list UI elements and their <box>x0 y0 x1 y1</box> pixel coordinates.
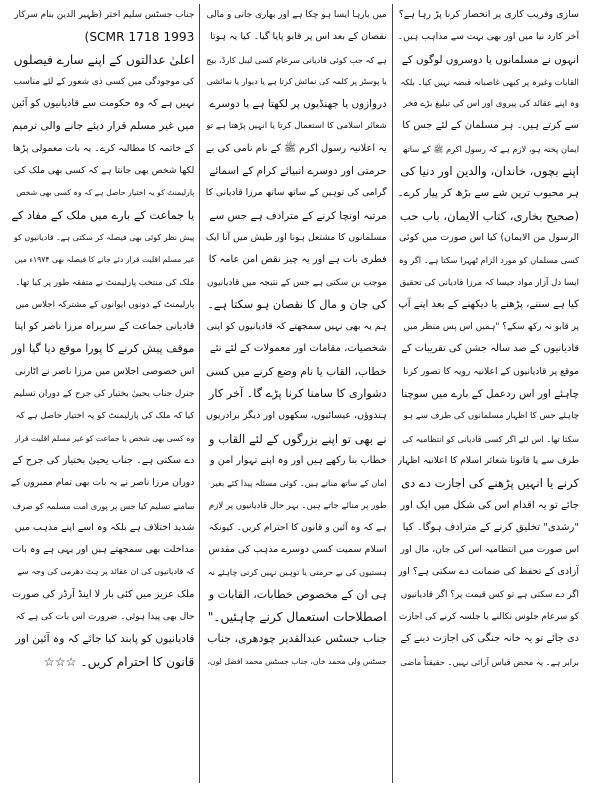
text-line: نقصان کے بعد اس پر قابو پایا گیا۔ کیا یہ ہوتا <box>210 31 387 43</box>
text-line: "رشدی" تخلیق کرنے کے مترادف ہوگا۔ کیا <box>402 521 579 533</box>
text-line: ایمان پختہ ہو، لازم ہے کہ رسول اکرم ﷺ کے ساتھ <box>402 143 579 154</box>
text-line: دے سکتی ہے۔ جناب یحییٰ بختیار کی جرح کے <box>12 454 195 466</box>
text-line: یہ اعلانیہ رسول اکرم ﷺ کے نام نامی کی بے <box>205 142 387 154</box>
text-line: شخصیات، مقامات اور معمولات کے لئے نئے <box>209 343 387 355</box>
text-line: مرتبہ اونچا کرنے کے مترادف ہے جس سے <box>209 209 387 222</box>
text-line: جناب جسٹس سلیم اختر (ظہیر الدین بنام سرکار <box>14 10 195 20</box>
text-line: ہے کہ جب کوئی قادیانی سرعام کسی لیبل کارڈ، بیج <box>206 54 387 65</box>
text-line: مداخلت بھی سمجھتے ہیں اور یہی ہے وہ بات <box>12 544 195 556</box>
text-line: ہندوؤں، عیسائیوں، سکھوں اور دیگر برادریوں <box>206 410 387 422</box>
text-column-right <box>393 4 584 783</box>
text-line: سامنے تسلیم کیا جس پر پوری امت مسلمہ کو صرف <box>12 500 195 511</box>
text-line: طور پر منائے جاتے ہیں۔ بہر حال قادیانیوں پر لازم <box>208 500 387 511</box>
text-line: قادیانیوں کے صد سالہ جشن کی تقریبات کے <box>401 343 579 355</box>
text-line: مسلمانوں کا مشتعل ہونا اور طیش میں آنا ایک <box>205 231 387 243</box>
text-line: کسی مسلمان کو مورد الزام ٹھہرا سکتا ہے۔ اگر وہ <box>398 255 579 266</box>
text-line: طرف سے یا قانونا شعائر اسلام کا اعلانیہ اظہار <box>397 454 579 466</box>
text-line: موقع پر قادیانیوں کے اعلانیہ رویہ کا تصور کرنا <box>403 365 579 377</box>
text-line: وہ اپنے عقائد کی پیروی اور اس کی تبلیغ بڑے فخر <box>403 99 579 110</box>
text-line: نے بھی تو اپنے بزرگوں کے لئے القاب و <box>208 431 387 446</box>
column-divider <box>199 4 200 783</box>
text-line: جناب جسٹس عبدالقدیر چودھری، جناب <box>207 632 387 646</box>
text-line: قانون کا احترام کریں۔ ☆☆☆ <box>43 654 195 669</box>
text-line: انہوں نے مسلمانوں یا دوسروں لوگوں کے <box>401 53 579 66</box>
text-line: جنرل جناب یحییٰ بختیار کی جرح کے دوران تسلیم <box>13 389 195 400</box>
text-line: پر قابو نہ رکھ سکے؟ "ہمیں اس پس منظر میں <box>403 322 579 333</box>
text-line: پارلیمنٹ کو یہ اختیار حاصل ہے کہ وہ کسی بھی شخص <box>16 188 195 198</box>
text-line: ملک عزیز میں کئی بار لا اینڈ آرڈر کی صورت <box>11 588 195 600</box>
text-line: ہستیوں کی بے حرمتی یا توہین نہیں کرنی چاہئے نہ <box>207 567 387 578</box>
text-line: سازی وفریب کاری پر انحصار کرنا پڑ رہا ہے؟ <box>398 9 579 20</box>
text-line: دی جائے تو یہ خانہ جنگی کی اجازت دینے کے <box>400 633 579 645</box>
text-line: اگر دے سکتی ہے تو کس قیمت پر؟ اگر قادیانیوں <box>400 589 579 600</box>
text-line: کی موجودگی میں کسی ذی شعور کے لئے مناسب <box>13 76 195 87</box>
text-column-middle <box>200 4 391 783</box>
text-line: قادیانیوں کو پابند کیا جائے کہ وہ آئین اور <box>15 632 195 646</box>
text-line: ہم یہ بھی نہیں سمجھتے کہ قادیانیوں کو اپنی <box>206 321 387 333</box>
text-line: اعلیٰ عدالتوں کے اپنے سارے فیصلوں <box>13 52 195 67</box>
text-line: امان کے ساتھ مناتے ہیں۔ کوئی مسئلہ پیدا کئے بغیر <box>210 478 387 489</box>
text-line: آزادی کے تحفظ کی ضمانت دے سکتی ہے؟ اور <box>397 566 579 578</box>
text-line: جسٹس ولی محمد خاں، جناب جسٹس محمد افضل لون، <box>207 656 387 666</box>
text-line: القابات وغیرہ پر کبھی غاصبانہ قبضہ نہیں کیا۔ بلکہ <box>400 76 579 87</box>
text-line: پارلیمنٹ کے دونوں ایوانوں کے مشترکہ اجلاس میں <box>15 299 195 310</box>
text-line: یا پوسٹر پر کلمہ کی نمائش کرتا ہے یا دیوار یا نمائشی <box>206 76 387 86</box>
text-line: جائے تو یہ اقدام اس کی شکل میں ایک اور <box>400 499 579 511</box>
text-line: کو سرعام جلوس نکالنے یا جلسہ کرنے کی اجازت <box>398 612 579 623</box>
text-line: دشواری کا سامنا کرنا پڑے گا۔ آخر کار <box>208 387 387 401</box>
text-line: کے خاتمہ کا مطالبہ کرے۔ یہ بات معمولی پڑھا <box>12 142 195 154</box>
text-line: ہے کہ وہ آئین و قانون کا احترام کریں۔ کیونکہ <box>208 521 387 533</box>
text-line: خطاب، القاب یا نام وضع کرنے میں کسی <box>205 364 387 378</box>
text-line: چاہئے اور اس ردعمل کے بارے میں سوچنا <box>401 388 579 401</box>
text-line: موجب بن سکتی ہے جس کے نتیجہ میں قادیانیوں <box>207 277 387 288</box>
text-line: اس صورت میں انتظامیہ اس کی جان، مال اور <box>400 544 579 556</box>
text-line: خطاب بنا رکھے ہیں اور وہ اپنے تہوار امن و <box>209 454 387 466</box>
text-line: اپنے بچوں، خاندان، والدین اور دنیا کی <box>400 164 579 179</box>
text-line: ایسا دل آزار مواد جیسا کہ مرزا قادیانی کی تحقیق <box>399 277 579 288</box>
text-line: ہی ان کے مخصوص خطابات، القابات و <box>208 587 387 601</box>
text-line: حال بھی پیدا ہوئی۔ ضرورت اس بات کی ہے کہ <box>15 612 195 623</box>
text-line: چاہئے جس کا اظہار مسلمانوں کی طرف سے ہو <box>403 411 579 422</box>
text-line: ملک کی منتخب پارلیمنٹ نے متفقہ طور پر کیا تھا۔ <box>15 277 195 288</box>
text-line: اسلام سمیت کسی دوسرے مذہب کی مقدس <box>208 544 387 556</box>
text-line: الرسول من الایمان) کیا اس صورت میں کوئی <box>399 231 579 243</box>
text-line: لکھا شخص بھی جانتا ہے کہ کسی بھی ملک کی <box>13 165 195 177</box>
text-line: میں غیر مسلم قرار دیئے جانے والی ترمیم <box>12 119 195 133</box>
text-line: کیا ہے سننے، پڑھنے یا دیکھنے کے بعد اپنے آپ <box>398 298 579 310</box>
text-line: دوران مرزا ناصر نے یہ بات بھی تمام ممبروں کے <box>11 477 195 489</box>
text-line: حرمتی اور دوسرے انبیائے کرام کے اسمائے <box>209 165 387 178</box>
text-line: برابر ہے۔ یہ محض قیاس آرائی نہیں۔ حقیقتاً ماضی <box>400 656 579 667</box>
text-line: یا جماعت کے بارے میں ملک کے مفاد کے <box>11 208 195 222</box>
text-line: اصطلاحات استعمال کرنے چاہئیں۔" <box>207 610 387 625</box>
text-line: موقف پیش کرنے کا پورا موقع دیا گیا اور <box>11 342 195 356</box>
text-column-left <box>6 4 199 783</box>
text-line: ہر محبوب ترین شے سے بڑھ کر پیار کرے۔ <box>397 187 579 200</box>
text-line: کہ قادیانیوں کی ان عقائد پر ہٹ دھرمی کی وجہ سے <box>17 567 195 577</box>
text-line: کی جان و مال کا نقصان ہو سکتا ہے۔ <box>207 297 387 311</box>
text-line: وہ کسی بھی شخص یا جماعت کو غیر مسلم اقلیت قرار <box>14 433 195 443</box>
text-line: سکتا تھا۔ اس لئے اگر کسی قادیانی کو انتظامیہ کی <box>402 433 579 444</box>
text-line: شدید اختلاف ہے بلکہ وہ اسے اپنے مذہب میں <box>14 521 195 533</box>
text-line: قادیانی جماعت کے سربراہ مرزا ناصر کو اپنا <box>14 321 195 333</box>
text-line: گرامی کی توہین کے ساتھ ساتھ مرزا قادیانی کا <box>205 187 387 199</box>
text-line: فطری بات ہے اور یہ چیز نقض امن عامہ کا <box>208 254 387 266</box>
text-line: آخر کارد نیا میں اور بھی بہت سے مذاہب ہیں۔ <box>397 31 579 43</box>
text-line: شعائر اسلامی کا استعمال کرتا یا انہیں پڑھتا ہے تو <box>206 121 387 132</box>
text-line: کیا کہ ملک کی پارلیمنٹ کو یہ اختیار حاصل ہے کہ <box>15 411 195 422</box>
text-line: میں بارہا ایسا ہو چکا ہے اور بھاری جانی و مالی <box>206 10 387 20</box>
text-line: 1993 SCMR 1718) <box>84 30 195 45</box>
text-line: اس خصوصی اجلاس میں مرزا ناصر نے اٹارنی <box>15 365 195 377</box>
column-divider <box>392 4 393 783</box>
text-line: دروازوں یا جھنڈیوں پر لکھتا ہے یا دوسرے <box>209 98 387 111</box>
text-line: (صحیح بخاری، کتاب الایمان، باب حب <box>399 208 579 223</box>
text-line: سے کرتے ہیں۔ ہر مسلمان کے لئے جس کا <box>402 120 579 132</box>
text-line: پیش نظر کوئی بھی فیصلہ کر سکتی ہے۔ قادیانیوں کو <box>13 232 195 242</box>
text-line: غیر مسلم اقلیت قرار دئے جانے کا فیصلہ بھی ۱۹۷۴ء میں <box>14 255 195 265</box>
text-line: نہیں ہے کہ وہ حکومت سے قادیانیوں کو آئین <box>11 98 195 110</box>
text-line: کرنے یا انہیں پڑھنے کی اجازت دے دی <box>401 476 579 491</box>
